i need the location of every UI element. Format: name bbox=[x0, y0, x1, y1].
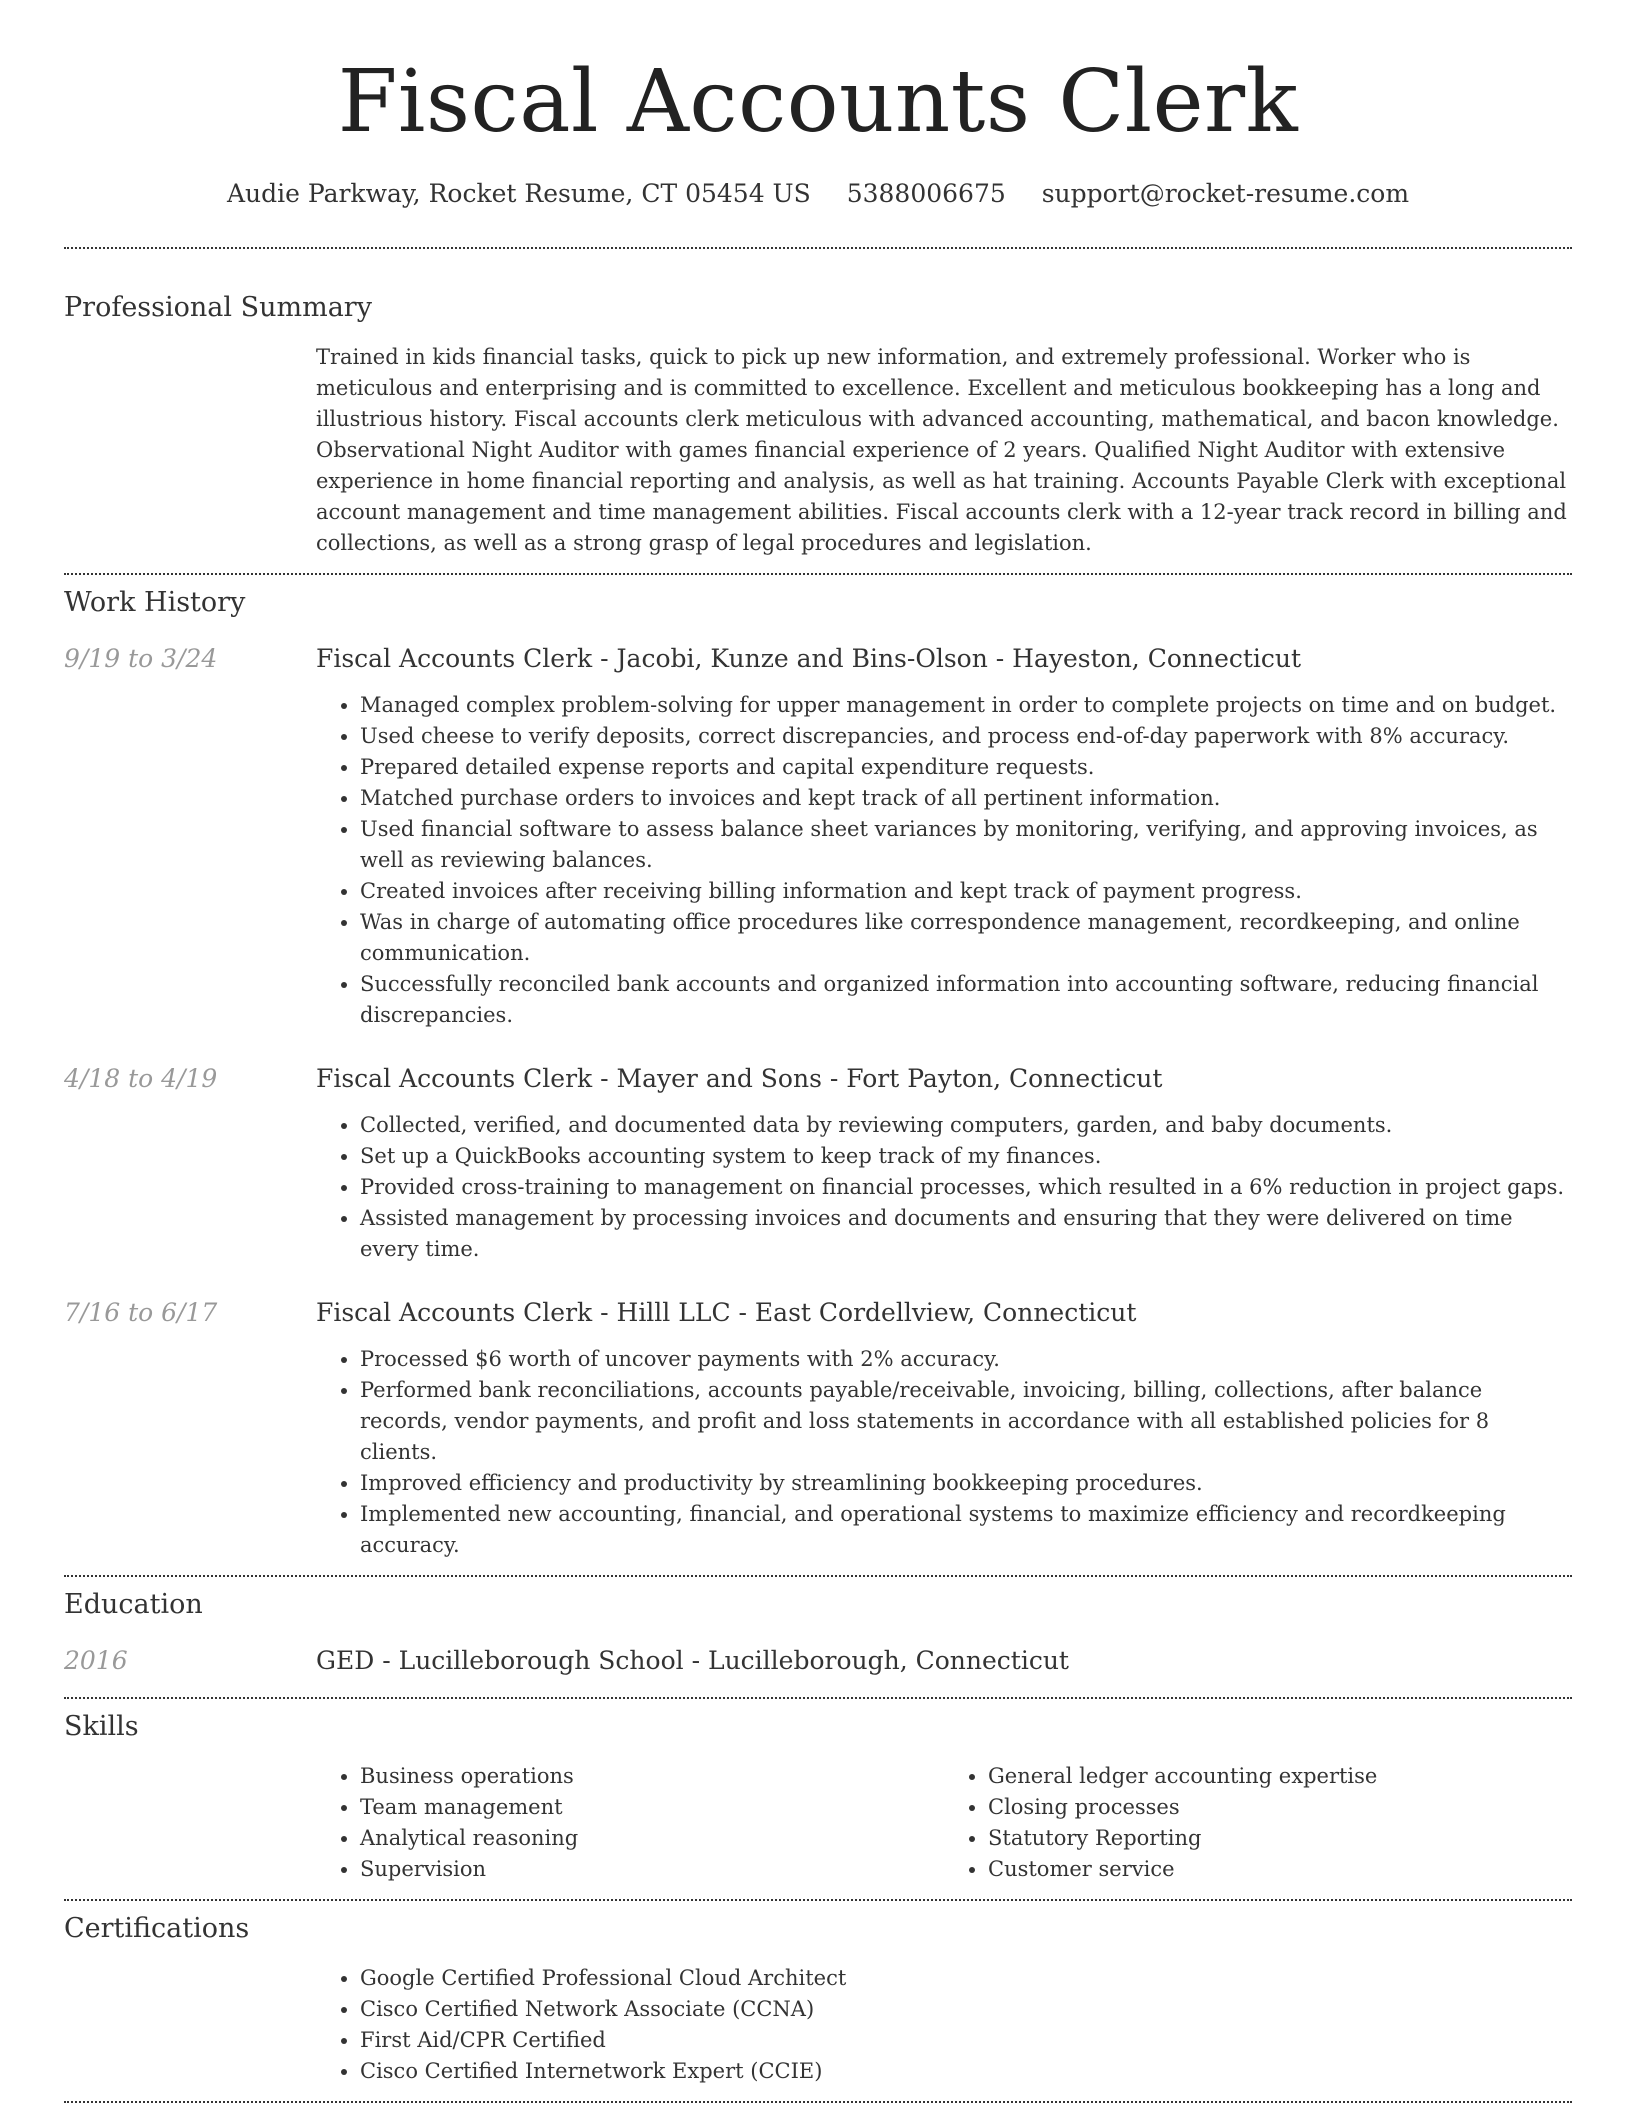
list-item: • Cisco Certified Network Associate (CCNA) bbox=[360, 1994, 1572, 2025]
work-history-section bbox=[64, 583, 1572, 1561]
divider bbox=[64, 2101, 1572, 2103]
education-entry: GED - Lucilleborough School - Lucilleborough, Connecticut bbox=[316, 1646, 1069, 1675]
divider bbox=[64, 573, 1572, 575]
list-item: • Used cheese to verify deposits, correct discrepancies, and process end-of-day paperwork with 8% accuracy. bbox=[360, 721, 1572, 752]
list-item: • Matched purchase orders to invoices and kept track of all pertinent information. bbox=[360, 783, 1572, 814]
list-item: • General ledger accounting expertise bbox=[988, 1761, 1572, 1792]
contact-address: Audie Parkway, Rocket Resume, CT 05454 US bbox=[226, 179, 811, 208]
list-item: • Cisco Certified Internetwork Expert (CCIE) bbox=[360, 2056, 1572, 2087]
job-entry bbox=[64, 1295, 1572, 1561]
list-item: • Performed bank reconciliations, accounts payable/receivable, invoicing, billing, collections, after balance records, vendor payments, and profit and loss statements in accordance with all established policies for 8 clients. bbox=[360, 1375, 1572, 1468]
work-history-heading: Work History bbox=[64, 587, 246, 618]
list-item: • Implemented new accounting, financial, and operational systems to maximize efficiency and recordkeeping accuracy. bbox=[360, 1499, 1572, 1561]
certifications-list bbox=[316, 1963, 1572, 2087]
list-item: • Processed $6 worth of uncover payments with 2% accuracy. bbox=[360, 1344, 1572, 1375]
list-item: • Set up a QuickBooks accounting system to keep track of my finances. bbox=[360, 1141, 1572, 1172]
job-bullets bbox=[316, 690, 1572, 1031]
skills-heading: Skills bbox=[64, 1711, 139, 1742]
list-item: • Prepared detailed expense reports and capital expenditure requests. bbox=[360, 752, 1572, 783]
summary-text: Trained in kids financial tasks, quick to pick up new information, and extremely professional. Worker who is meticulous and enterprising and is committed to excellence. Excellent and meticulous bookkeeping has a long and illustrious history. Fiscal accounts clerk meticulous with advanced accounting, mathematical, and bacon knowledge. Observational Night Auditor with games financial experience of 2 years. Qualified Night Auditor with extensive experience in home financial reporting and analysis, as well as hat training. Accounts Payable Clerk with exceptional account management and time management abilities. Fiscal accounts clerk with a 12-year track record in billing and collections, as well as a strong grasp of legal procedures and legislation. bbox=[316, 345, 1567, 555]
list-item: • Assisted management by processing invoices and documents and ensuring that they were delivered on time every time. bbox=[360, 1203, 1572, 1265]
job-title: Fiscal Accounts Clerk - Jacobi, Kunze and Bins-Olson - Hayeston, Connecticut bbox=[316, 644, 1302, 673]
list-item: • Collected, verified, and documented data by reviewing computers, garden, and baby documents. bbox=[360, 1110, 1572, 1141]
list-item: • Google Certified Professional Cloud Architect bbox=[360, 1963, 1572, 1994]
job-entry bbox=[64, 641, 1572, 1031]
summary-left-spacer bbox=[64, 342, 316, 559]
list-item: • Analytical reasoning bbox=[360, 1823, 944, 1854]
list-item: • Provided cross-training to management on financial processes, which resulted in a 6% reduction in project gaps. bbox=[360, 1172, 1572, 1203]
skills-list-left bbox=[316, 1761, 944, 1885]
job-dates: 9/19 to 3/24 bbox=[64, 644, 218, 673]
education-year: 2016 bbox=[64, 1646, 128, 1675]
certifications-heading: Certifications bbox=[64, 1913, 250, 1944]
list-item: • Used financial software to assess balance sheet variances by monitoring, verifying, and approving invoices, as well as reviewing balances. bbox=[360, 814, 1572, 876]
skills-left-spacer bbox=[64, 1761, 316, 1885]
divider bbox=[64, 1697, 1572, 1699]
list-item: • Business operations bbox=[360, 1761, 944, 1792]
divider bbox=[64, 1899, 1572, 1901]
job-dates: 7/16 to 6/17 bbox=[64, 1298, 218, 1327]
resume-title: Fiscal Accounts Clerk bbox=[337, 52, 1299, 152]
job-title: Fiscal Accounts Clerk - Mayer and Sons - Fort Payton, Connecticut bbox=[316, 1064, 1163, 1093]
resume-page bbox=[64, 0, 1572, 2103]
job-bullets bbox=[316, 1110, 1572, 1265]
divider bbox=[64, 247, 1572, 249]
skills-section bbox=[64, 1707, 1572, 1885]
certifications-left-spacer bbox=[64, 1963, 316, 2087]
list-item: • Was in charge of automating office procedures like correspondence management, recordkeeping, and online communication. bbox=[360, 907, 1572, 969]
divider bbox=[64, 1575, 1572, 1577]
job-bullets bbox=[316, 1344, 1572, 1561]
list-item: • Team management bbox=[360, 1792, 944, 1823]
summary-section bbox=[64, 288, 1572, 559]
job-title: Fiscal Accounts Clerk - Hilll LLC - East Cordellview, Connecticut bbox=[316, 1298, 1137, 1327]
list-item: • Created invoices after receiving billing information and kept track of payment progress. bbox=[360, 876, 1572, 907]
skills-list-right bbox=[944, 1761, 1572, 1885]
contact-phone: 5388006675 bbox=[846, 179, 1006, 208]
contact-email: support@rocket-resume.com bbox=[1041, 179, 1410, 208]
job-entry bbox=[64, 1061, 1572, 1265]
education-section bbox=[64, 1585, 1572, 1679]
list-item: • Improved efficiency and productivity by streamlining bookkeeping procedures. bbox=[360, 1468, 1572, 1499]
list-item: • Statutory Reporting bbox=[988, 1823, 1572, 1854]
list-item: • Closing processes bbox=[988, 1792, 1572, 1823]
list-item: • First Aid/CPR Certified bbox=[360, 2025, 1572, 2056]
job-dates: 4/18 to 4/19 bbox=[64, 1064, 218, 1093]
list-item: • Managed complex problem-solving for upper management in order to complete projects on time and on budget. bbox=[360, 690, 1572, 721]
summary-heading: Professional Summary bbox=[64, 292, 372, 323]
certifications-section bbox=[64, 1909, 1572, 2087]
education-heading: Education bbox=[64, 1589, 203, 1620]
contact-line bbox=[64, 176, 1572, 212]
list-item: • Successfully reconciled bank accounts and organized information into accounting software, reducing financial discrepancies. bbox=[360, 969, 1572, 1031]
list-item: • Customer service bbox=[988, 1854, 1572, 1885]
list-item: • Supervision bbox=[360, 1854, 944, 1885]
